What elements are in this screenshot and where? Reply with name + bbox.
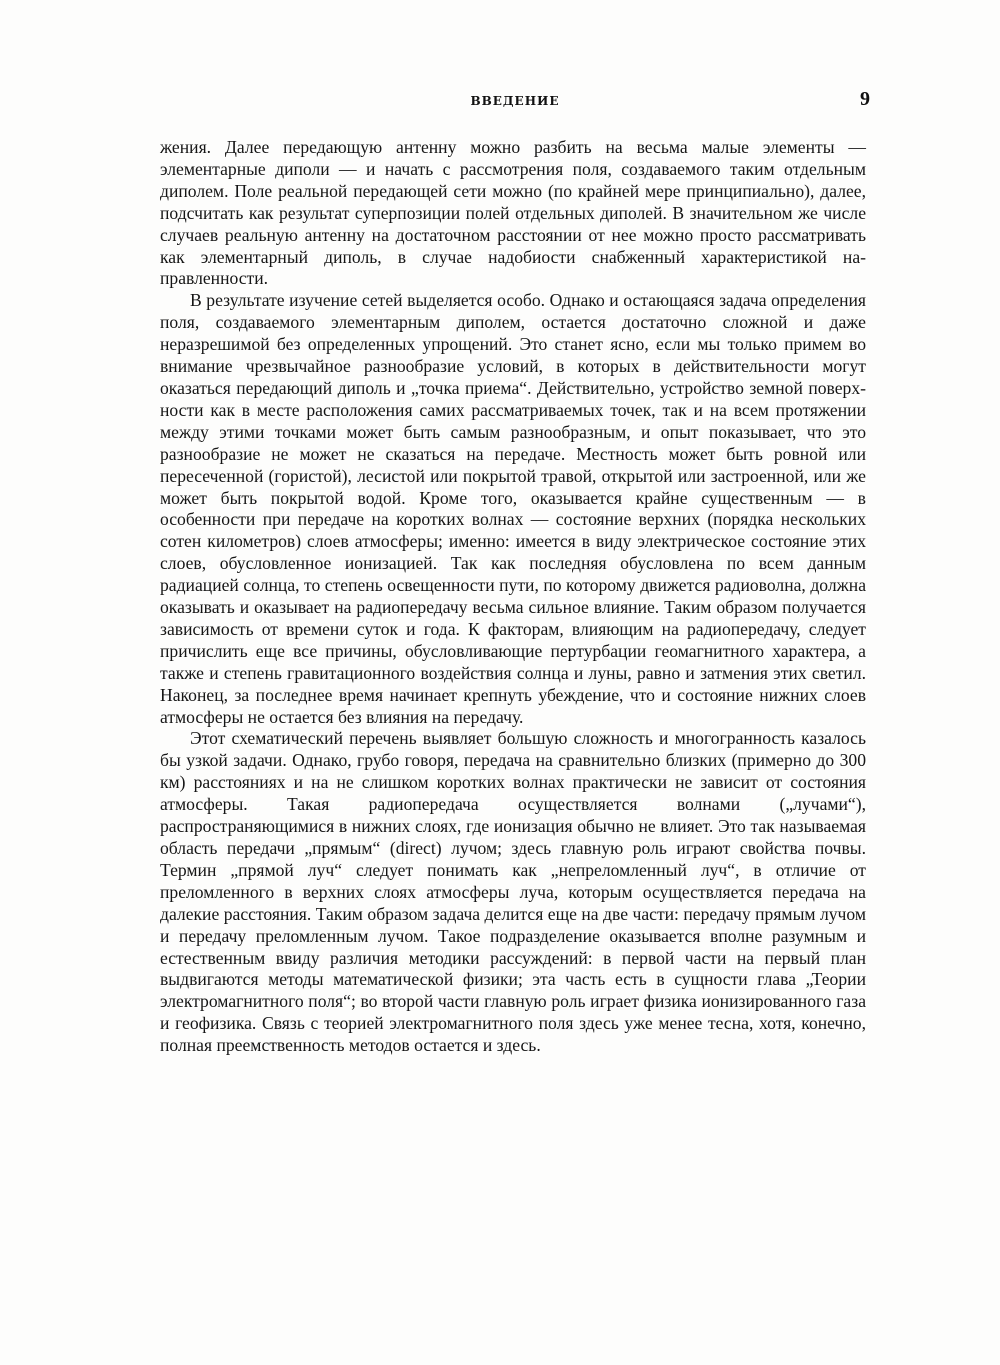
page-number: 9 [860,88,870,110]
running-head: ВВЕДЕНИЕ [470,94,560,108]
body-text [160,137,866,1057]
page-header [160,88,870,116]
paragraph: Этот схематический перечень выявляет большую сложность и многогранность казалось бы узкой задачи. Однако, грубо говоря, передача на сравнительно близких (примерно до 300 км) расстояниях и на не слишком коротких волнах практически не зависит от состояния атмосферы. Такая радиопередача осуществляется волнами („лучами“), распространяющимися в нижних слоях, где ионизация обычно не влияет. Это так называемая область передачи „прямым“ (direct) лучом; здесь главную роль играют свойства почвы. Термин „прямой луч“ следует понимать как „непреломленный луч“, в отличие от преломленного в верхних слоях атмосферы луча, которым осуществляется передача на далекие расстояния. Таким образом задача делится еще на две части: передачу прямым лучом и передачу преломленным лучом. Такое подразделение оказывается вполне разумным и естественным ввиду различия методики рассуждений: в первой части на первый план выдвигаются методы математической физики; эта часть есть в сущности глава „Теории электромагнитного поля“; во второй части главную роль играет физика ионизированного газа и геофизика. Связь с теорией электромагнитного поля здесь уже менее тесна, хотя, конечно, полная преемственность методов остается и здесь. [160,728,866,1056]
paragraph: В результате изучение сетей выделяется особо. Однако и остающаяся задача определения поля, создаваемого элементарным диполем, остается достаточно сложной и даже неразрешимой без определенных упрощений. Это станет ясно, если мы только примем во внимание чрезвычайное разнообразие условий, в которых в действительности могут оказаться передающий диполь и „точка приема“. Действительно, устройство земной поверхности как в месте расположения самих рассматриваемых точек, так и на всем протяжении между этими точками может быть самым разнообразным, и опыт показывает, что это разнообразие не может не сказаться на передаче. Местность может быть ровной или пересеченной (гористой), лесистой или покрытой травой, открытой или застроенной, или же может быть покрытой водой. Кроме того, оказывается крайне существенным — в особенности при передаче на коротких волнах — состояние верхних (порядка нескольких сотен километров) слоев атмосферы; именно: имеется в виду электрическое состояние этих слоев, обусловленное ионизацией. Так как последняя обусловлена по всем данным радиацией солнца, то степень освещенности пути, по которому движется радиоволна, должна оказывать и оказывает на радиопередачу весьма сильное влияние. Таким образом получается зависимость от времени суток и года. К факторам, влияющим на радиопередачу, следует причислить еще все причины, обусловливающие пертурбации геомагнитного характера, а также и степень гравитационного воздействия солнца и луны, равно и затмения этих светил. Наконец, за последнее время начинает крепнуть убеждение, что и состояние нижних слоев атмосферы не остается без влияния на передачу. [160,290,866,727]
paragraph-continuation: жения. Далее передающую антенну можно разбить на весьма малые элементы — элементарные диполи — и начать с рассмотрения поля, создаваемого таким отдельным диполем. Поле реальной передающей сети можно (по крайней мере принципиально), далее, подсчитать как результат суперпозиции полей отдельных диполей. В значительном же числе случаев реальную антенну на достаточном расстоянии от нее можно просто рассматривать как элементарный диполь, в случае надобиости снабженный характеристикой направленности. [160,137,866,289]
